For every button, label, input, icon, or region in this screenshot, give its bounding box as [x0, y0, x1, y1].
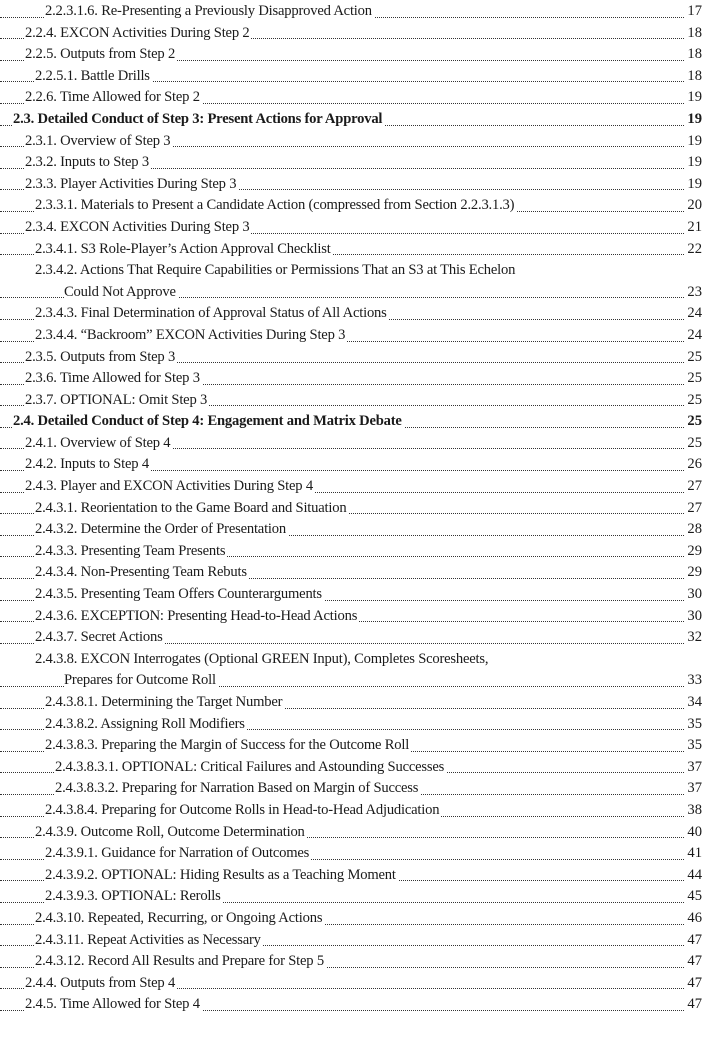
toc-entry[interactable] — [0, 131, 721, 153]
toc-entry-title — [45, 865, 398, 887]
toc-entry-page-number[interactable]: 34 — [685, 692, 702, 714]
toc-entry[interactable] — [0, 584, 721, 606]
toc-entry-text: EXCON Activities During Step 3 — [60, 218, 250, 235]
toc-entry-text-continued: Could Not Approve — [64, 282, 178, 304]
toc-entry[interactable] — [0, 800, 721, 822]
toc-entry-number: 2.3. — [13, 110, 35, 127]
toc-entry[interactable] — [0, 649, 721, 692]
toc-entry-number: 2.3.3. — [25, 175, 57, 192]
toc-entry-number: 2.2.5.1. — [35, 67, 78, 84]
toc-entry-title — [45, 714, 247, 736]
toc-entry-page-number[interactable]: 19 — [685, 131, 702, 153]
toc-entry-page-number[interactable]: 18 — [685, 23, 702, 45]
toc-entry-number: 2.4.3.9. — [35, 823, 78, 840]
toc-entry[interactable] — [0, 735, 721, 757]
toc-entry-text: Detailed Conduct of Step 3: Present Actions for Approval — [37, 110, 383, 127]
toc-entry-page-number[interactable]: 47 — [685, 994, 702, 1016]
toc-entry-title — [35, 303, 389, 325]
toc-entry-text: Time Allowed for Step 3 — [59, 370, 200, 387]
toc-entry-title — [25, 368, 202, 390]
toc-entry[interactable] — [0, 390, 721, 412]
toc-entry[interactable] — [0, 1, 721, 23]
toc-entry-title — [35, 260, 517, 282]
toc-entry-title — [25, 23, 251, 45]
toc-entry-page-number[interactable]: 47 — [685, 930, 702, 952]
toc-entry-title — [25, 152, 151, 174]
toc-entry[interactable] — [0, 87, 721, 109]
toc-entry-title — [35, 584, 324, 606]
toc-entry-page-number[interactable]: 18 — [685, 44, 702, 66]
toc-entry[interactable] — [0, 260, 721, 303]
toc-entry-text: Materials to Present a Candidate Action (compressed from Section 2.2.3.1.3) — [80, 197, 515, 214]
toc-entry-page-number[interactable]: 21 — [685, 217, 702, 239]
toc-entry-number: 2.4.3.5. — [35, 586, 78, 603]
toc-entry-text: Determining the Target Number — [101, 694, 283, 710]
toc-entry-text: Non-Presenting Team Rebuts — [80, 564, 247, 581]
toc-entry[interactable] — [0, 778, 721, 800]
toc-entry-title — [45, 1, 374, 23]
toc-entry-number: 2.4. — [13, 413, 35, 430]
toc-entry[interactable] — [0, 66, 721, 88]
toc-entry-text: Time Allowed for Step 4 — [59, 996, 200, 1013]
toc-entry-title — [35, 908, 324, 930]
toc-entry[interactable] — [0, 174, 721, 196]
toc-entry-number: 2.3.3.1. — [35, 197, 78, 214]
toc-entry-title — [35, 325, 347, 347]
toc-entry-text: Re-Presenting a Previously Disapproved Action — [101, 3, 372, 19]
toc-entry-text: Presenting Team Presents — [80, 542, 226, 559]
toc-entry-page-number[interactable]: 38 — [685, 800, 702, 822]
toc-entry-text: Battle Drills — [80, 67, 150, 84]
toc-entry-number: 2.3.4.4. — [35, 326, 78, 343]
toc-entry-number: 2.4.3.6. — [35, 607, 78, 624]
toc-entry-number: 2.3.4.1. — [35, 240, 78, 257]
toc-entry[interactable] — [0, 347, 721, 369]
toc-entry-page-number[interactable]: 45 — [685, 886, 702, 908]
toc-entry-page-number[interactable]: 25 — [685, 433, 702, 455]
toc-entry[interactable] — [0, 865, 721, 887]
toc-entry-text: Repeated, Recurring, or Ongoing Actions — [87, 909, 323, 926]
toc-entry-page-number[interactable]: 37 — [685, 757, 702, 779]
toc-entry[interactable] — [0, 627, 721, 649]
toc-entry-page-number[interactable]: 25 — [685, 347, 702, 369]
table-of-contents — [0, 1, 721, 1016]
toc-entry-number: 2.4.3.9.1. — [45, 845, 98, 862]
toc-entry-number: 2.4.3.8.1. — [45, 694, 98, 710]
toc-entry-number: 2.4.3.9.3. — [45, 888, 98, 905]
toc-entry-page-number[interactable]: 32 — [685, 627, 702, 649]
toc-entry-text: Inputs to Step 3 — [60, 154, 149, 171]
toc-entry-page-number[interactable]: 44 — [685, 865, 702, 887]
toc-entry-title — [45, 800, 441, 822]
toc-entry-text: Outputs from Step 2 — [60, 46, 176, 63]
toc-entry[interactable] — [0, 217, 721, 239]
toc-entry-page-number[interactable]: 47 — [685, 973, 702, 995]
toc-entry-title — [35, 519, 288, 541]
toc-entry-page-number[interactable]: 40 — [685, 822, 702, 844]
toc-entry-title — [35, 239, 333, 261]
toc-entry-text: OPTIONAL: Hiding Results as a Teaching Moment — [101, 866, 396, 883]
toc-entry-number: 2.2.3.1.6. — [45, 3, 98, 19]
toc-entry-number: 2.4.3.8.3. — [45, 737, 98, 754]
toc-entry-text: Preparing for Narration Based on Margin of Success — [121, 780, 419, 797]
toc-entry-number: 2.4.2. — [25, 456, 57, 473]
toc-entry-title — [35, 951, 326, 973]
toc-entry-title — [35, 195, 516, 217]
toc-entry-page-number[interactable]: 22 — [685, 239, 702, 261]
toc-entry-text: EXCON Activities During Step 2 — [60, 24, 250, 41]
toc-entry[interactable] — [0, 908, 721, 930]
toc-entry-text: Outputs from Step 3 — [60, 348, 176, 365]
toc-entry-page-number[interactable]: 27 — [685, 498, 702, 520]
toc-entry[interactable] — [0, 368, 721, 390]
toc-entry-page-number[interactable]: 28 — [685, 519, 702, 541]
toc-entry-page-number[interactable]: 46 — [685, 908, 702, 930]
toc-entry-page-number[interactable]: 25 — [685, 368, 702, 390]
toc-entry-number: 2.4.4. — [25, 974, 57, 991]
toc-entry-number: 2.4.3.7. — [35, 629, 78, 646]
toc-entry-text: Overview of Step 4 — [60, 434, 171, 451]
toc-entry[interactable] — [0, 692, 721, 714]
toc-entry-page-number[interactable]: 33 — [685, 670, 702, 692]
toc-entry-text: Secret Actions — [80, 629, 163, 646]
toc-entry-title — [45, 692, 284, 714]
toc-entry-text: Repeat Activities as Necessary — [87, 931, 261, 948]
toc-entry-page-number[interactable]: 20 — [685, 195, 702, 217]
toc-entry-title — [35, 498, 348, 520]
toc-entry-title — [55, 778, 420, 800]
toc-entry[interactable] — [0, 303, 721, 325]
toc-entry-page-number[interactable]: 19 — [685, 109, 702, 131]
toc-entry-page-number[interactable]: 30 — [685, 606, 702, 628]
toc-entry-number: 2.2.5. — [25, 46, 57, 63]
toc-entry-page-number[interactable]: 27 — [685, 476, 702, 498]
toc-entry-number: 2.4.3.4. — [35, 564, 78, 581]
toc-entry-text: Outcome Roll, Outcome Determination — [80, 823, 305, 840]
toc-entry[interactable] — [0, 562, 721, 584]
toc-entry-title — [25, 433, 172, 455]
toc-entry-page-number[interactable]: 29 — [685, 562, 702, 584]
toc-entry-text: Inputs to Step 4 — [60, 456, 149, 473]
toc-entry-page-number[interactable]: 24 — [685, 325, 702, 347]
toc-entry-text: Preparing for Outcome Rolls in Head-to-Head Adjudication — [101, 801, 440, 818]
toc-entry-text: Actions That Require Capabilities or Permissions That an S3 at This Echelon — [79, 262, 516, 279]
toc-entry-page-number[interactable]: 29 — [685, 541, 702, 563]
toc-entry-title — [25, 454, 151, 476]
toc-entry-number: 2.4.3.12. — [35, 953, 85, 970]
toc-entry-title — [25, 87, 202, 109]
toc-entry-page-number[interactable]: 19 — [685, 87, 702, 109]
toc-entry-text: S3 Role-Player’s Action Approval Checklist — [80, 240, 331, 257]
toc-entry[interactable] — [0, 411, 721, 433]
toc-entry-page-number[interactable]: 18 — [685, 66, 702, 88]
toc-entry-title — [25, 174, 238, 196]
toc-entry-text: Preparing the Margin of Success for the Outcome Roll — [101, 737, 410, 754]
toc-entry-page-number[interactable]: 25 — [685, 411, 702, 433]
toc-entry-number: 2.4.3. — [25, 478, 57, 495]
toc-entry-number: 2.3.4. — [25, 218, 57, 235]
toc-entry[interactable] — [0, 822, 721, 844]
toc-entry-number: 2.4.3.1. — [35, 499, 78, 516]
toc-entry-text: Outputs from Step 4 — [60, 974, 176, 991]
toc-entry[interactable] — [0, 433, 721, 455]
toc-entry-number: 2.3.4.2. — [35, 262, 78, 279]
toc-entry[interactable] — [0, 476, 721, 498]
toc-entry[interactable] — [0, 519, 721, 541]
toc-entry[interactable] — [0, 757, 721, 779]
toc-entry-text: Player and EXCON Activities During Step 4 — [60, 478, 313, 495]
toc-entry-title — [45, 886, 223, 908]
toc-entry-text: Overview of Step 3 — [60, 132, 171, 149]
toc-entry-number: 2.3.7. — [25, 391, 57, 408]
toc-entry-number: 2.3.5. — [25, 348, 57, 365]
toc-entry-title — [35, 606, 359, 628]
toc-entry-title — [25, 347, 177, 369]
toc-entry-page-number[interactable]: 23 — [685, 282, 702, 304]
toc-entry-page-number[interactable]: 47 — [685, 951, 702, 973]
toc-entry-text: Guidance for Narration of Outcomes — [101, 845, 310, 862]
toc-entry-text: Record All Results and Prepare for Step 5 — [87, 953, 324, 970]
toc-entry[interactable] — [0, 498, 721, 520]
toc-entry[interactable] — [0, 454, 721, 476]
toc-entry-title — [13, 411, 404, 433]
toc-entry-number: 2.4.3.8.2. — [45, 715, 98, 732]
toc-entry[interactable] — [0, 714, 721, 736]
toc-entry-number: 2.4.3.8.3.1. — [55, 758, 119, 775]
toc-entry[interactable] — [0, 44, 721, 66]
toc-entry-title — [25, 217, 251, 239]
toc-entry-page-number[interactable]: 41 — [685, 843, 702, 865]
toc-entry-text: “Backroom” EXCON Activities During Step 3 — [80, 326, 346, 343]
toc-entry-number: 2.3.2. — [25, 154, 57, 171]
toc-entry-number: 2.4.3.10. — [35, 909, 85, 926]
toc-entry-title — [35, 562, 249, 584]
toc-entry-number: 2.4.3.3. — [35, 542, 78, 559]
toc-entry-title — [45, 843, 311, 865]
toc-entry[interactable] — [0, 541, 721, 563]
toc-entry[interactable] — [0, 951, 721, 973]
toc-entry-title — [25, 476, 315, 498]
toc-entry-text: Time Allowed for Step 2 — [59, 89, 200, 106]
toc-entry-number: 2.4.3.8.4. — [45, 801, 98, 818]
toc-entry-title — [35, 627, 165, 649]
toc-entry-text: EXCEPTION: Presenting Head-to-Head Actions — [80, 607, 358, 624]
toc-entry-text: OPTIONAL: Rerolls — [101, 888, 221, 905]
toc-entry-title — [35, 66, 152, 88]
toc-entry-text: Final Determination of Approval Status of All Actions — [80, 305, 387, 322]
toc-entry-number: 2.4.3.2. — [35, 521, 78, 538]
toc-entry[interactable] — [0, 973, 721, 995]
toc-entry-page-number[interactable]: 17 — [685, 1, 702, 23]
toc-entry-number: 2.4.5. — [25, 996, 57, 1013]
toc-entry-number: 2.4.1. — [25, 434, 57, 451]
toc-entry-number: 2.3.4.3. — [35, 305, 78, 322]
toc-entry-title — [25, 131, 172, 153]
toc-entry[interactable] — [0, 930, 721, 952]
toc-entry-number: 2.2.4. — [25, 24, 57, 41]
toc-entry-page-number[interactable]: 19 — [685, 174, 702, 196]
toc-entry-text: OPTIONAL: Critical Failures and Astounding Successes — [121, 758, 445, 775]
toc-entry-page-number[interactable]: 30 — [685, 584, 702, 606]
toc-entry-text: Determine the Order of Presentation — [80, 521, 286, 538]
toc-entry[interactable] — [0, 606, 721, 628]
toc-entry-number: 2.2.6. — [25, 89, 57, 106]
toc-entry[interactable] — [0, 994, 721, 1016]
toc-entry-text: Detailed Conduct of Step 4: Engagement and Matrix Debate — [37, 413, 402, 430]
toc-entry-text: Reorientation to the Game Board and Situation — [80, 499, 347, 516]
toc-entry-text: EXCON Interrogates (Optional GREEN Input), Completes Scoresheets, — [80, 650, 489, 667]
toc-entry-title — [25, 973, 177, 995]
toc-entry-title — [35, 649, 490, 671]
toc-entry-page-number[interactable]: 19 — [685, 152, 702, 174]
toc-entry[interactable] — [0, 325, 721, 347]
toc-entry-title — [35, 822, 307, 844]
toc-entry-title — [35, 541, 227, 563]
toc-entry-number: 2.4.3.8. — [35, 650, 78, 667]
toc-entry[interactable] — [0, 886, 721, 908]
toc-entry-title — [25, 44, 177, 66]
toc-entry-title — [45, 735, 411, 757]
toc-entry-number: 2.3.1. — [25, 132, 57, 149]
toc-entry[interactable] — [0, 195, 721, 217]
toc-entry-number: 2.3.6. — [25, 370, 57, 387]
toc-entry-title — [35, 930, 263, 952]
toc-entry-page-number[interactable]: 35 — [685, 735, 702, 757]
toc-entry[interactable] — [0, 109, 721, 131]
toc-entry[interactable] — [0, 239, 721, 261]
toc-entry-page-number[interactable]: 25 — [685, 390, 702, 412]
toc-entry-title — [55, 757, 446, 779]
toc-entry[interactable] — [0, 152, 721, 174]
toc-entry-page-number[interactable]: 35 — [685, 714, 702, 736]
toc-entry-number: 2.4.3.8.3.2. — [55, 780, 119, 797]
toc-entry-text-continued: Prepares for Outcome Roll — [64, 670, 218, 692]
toc-entry-title — [25, 390, 209, 412]
toc-entry[interactable] — [0, 23, 721, 45]
toc-entry-page-number[interactable]: 24 — [685, 303, 702, 325]
toc-entry[interactable] — [0, 843, 721, 865]
toc-entry-number: 2.4.3.11. — [35, 931, 84, 948]
toc-entry-text: Assigning Roll Modifiers — [100, 715, 245, 732]
toc-entry-page-number[interactable]: 37 — [685, 778, 702, 800]
toc-entry-title — [25, 994, 202, 1016]
toc-entry-page-number[interactable]: 26 — [685, 454, 702, 476]
toc-entry-title — [13, 109, 384, 131]
toc-entry-text: Player Activities During Step 3 — [60, 175, 237, 192]
toc-entry-number: 2.4.3.9.2. — [45, 866, 98, 883]
toc-entry-text: OPTIONAL: Omit Step 3 — [60, 391, 208, 408]
toc-entry-text: Presenting Team Offers Counterarguments — [80, 586, 322, 603]
